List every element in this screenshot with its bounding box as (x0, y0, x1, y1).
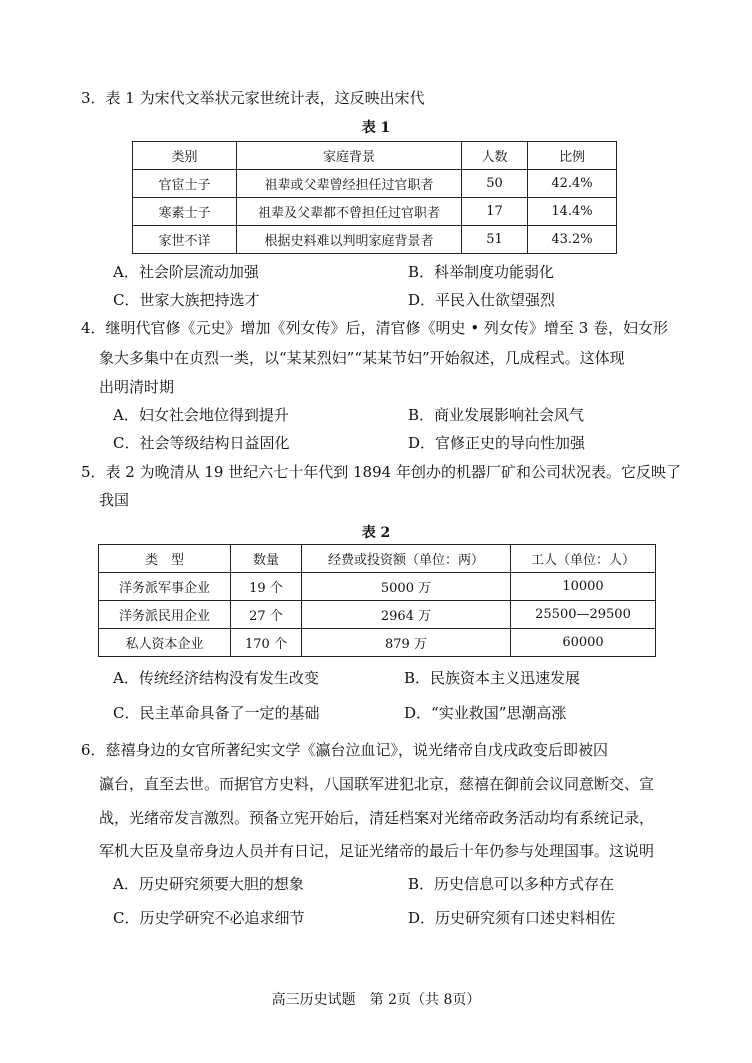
q6-line: 瀛台，直至去世。而据官方史料，八国联军进犯北京，慈禧在御前会议同意断交、宣 (99, 775, 655, 793)
table2-cell: 洋务派民用企业 (99, 601, 231, 629)
q6-line: 军机大臣及皇帝身边人员并有日记，足证光绪帝的最后十年仍参与处理国事。这说明 (99, 842, 655, 860)
table2-cell: 2964 万 (302, 601, 511, 629)
table2-header: 经费或投资额（单位：两） (302, 545, 511, 573)
q6-option-c: C．历史学研究不必追求细节 (113, 909, 305, 927)
q4-option-b: B．商业发展影响社会风气 (408, 406, 585, 424)
table2-cell: 5000 万 (302, 573, 511, 601)
q6-option-d: D．历史研究须有口述史料相佐 (408, 909, 616, 927)
table-row (99, 601, 656, 629)
table1-header: 比例 (528, 142, 617, 170)
q4-line: 4．继明代官修《元史》增加《列女传》后，清官修《明史 • 列女传》增至 3 卷，妇女形 (81, 319, 669, 337)
table1-cell: 14.4% (528, 198, 617, 226)
table2-cell: 60000 (511, 629, 656, 657)
q5-line: 我国 (99, 491, 130, 509)
table-row (133, 170, 617, 198)
table1-caption: 表 1 (361, 120, 391, 136)
q6-option-b: B．历史信息可以多种方式存在 (408, 875, 615, 893)
table2-header: 数量 (231, 545, 302, 573)
table1-cell: 根据史料难以判明家庭背景者 (237, 226, 462, 254)
table-row (133, 198, 617, 226)
q5-option-c: C．民主革命具备了一定的基础 (113, 704, 320, 722)
table1-cell: 42.4% (528, 170, 617, 198)
q3-option-c: C．世家大族把持选才 (113, 291, 260, 309)
table2-cell: 170 个 (231, 629, 302, 657)
table2-header: 工人（单位：人） (511, 545, 656, 573)
table2 (98, 544, 656, 657)
q5-option-d: D．“实业救国”思潮高涨 (404, 704, 567, 722)
q4-option-d: D．官修正史的导向性加强 (408, 434, 586, 452)
table1-cell: 43.2% (528, 226, 617, 254)
q5-option-a: A．传统经济结构没有发生改变 (113, 669, 319, 687)
table-row (99, 573, 656, 601)
q4-option-a: A．妇女社会地位得到提升 (113, 406, 289, 424)
table1-cell: 51 (462, 226, 528, 254)
table2-cell: 私人资本企业 (99, 629, 231, 657)
table1-cell: 寒素士子 (133, 198, 237, 226)
table-row (133, 226, 617, 254)
table1-header: 类别 (133, 142, 237, 170)
table1 (132, 141, 617, 254)
table1-cell: 家世不详 (133, 226, 237, 254)
q3-stem: 3．表 1 为宋代文举状元家世统计表，这反映出宋代 (81, 89, 425, 107)
q5-option-b: B．民族资本主义迅速发展 (404, 669, 581, 687)
q6-line: 6．慈禧身边的女官所著纪实文学《瀛台泣血记》，说光绪帝自戊戌政变后即被囚 (81, 741, 609, 759)
table2-cell: 洋务派军事企业 (99, 573, 231, 601)
table2-cell: 10000 (511, 573, 656, 601)
table1-header: 家庭背景 (237, 142, 462, 170)
table2-cell: 25500—29500 (511, 601, 656, 629)
table2-cell: 19 个 (231, 573, 302, 601)
q3-option-d: D．平民入仕欲望强烈 (408, 291, 556, 309)
q3-option-b: B．科举制度功能弱化 (408, 263, 555, 281)
table1-header: 人数 (462, 142, 528, 170)
table1-cell: 官宦士子 (133, 170, 237, 198)
table2-caption: 表 2 (361, 525, 391, 541)
table-row (99, 629, 656, 657)
table1-cell: 祖辈或父辈曾经担任过官职者 (237, 170, 462, 198)
q4-option-c: C．社会等级结构日益固化 (113, 434, 290, 452)
q5-line: 5．表 2 为晚清从 19 世纪六七十年代到 1894 年创办的机器厂矿和公司状况表。它反映了 (81, 463, 681, 481)
q4-line: 出明清时期 (99, 378, 175, 396)
q6-option-a: A．历史研究须要大胆的想象 (113, 875, 304, 893)
page-footer: 高三历史试题 第 2页（共 8页） (271, 992, 481, 1008)
table2-cell: 27 个 (231, 601, 302, 629)
table2-cell: 879 万 (302, 629, 511, 657)
table2-header: 类 型 (99, 545, 231, 573)
q3-option-a: A．社会阶层流动加强 (113, 263, 259, 281)
q6-line: 战，光绪帝发言激烈。预备立宪开始后，清廷档案对光绪帝政务活动均有系统记录， (99, 809, 655, 827)
table1-cell: 50 (462, 170, 528, 198)
table1-cell: 祖辈及父辈都不曾担任过官职者 (237, 198, 462, 226)
table1-cell: 17 (462, 198, 528, 226)
q4-line: 象大多集中在贞烈一类，以“某某烈妇”“某某节妇”开始叙述，几成程式。这体现 (99, 349, 625, 367)
